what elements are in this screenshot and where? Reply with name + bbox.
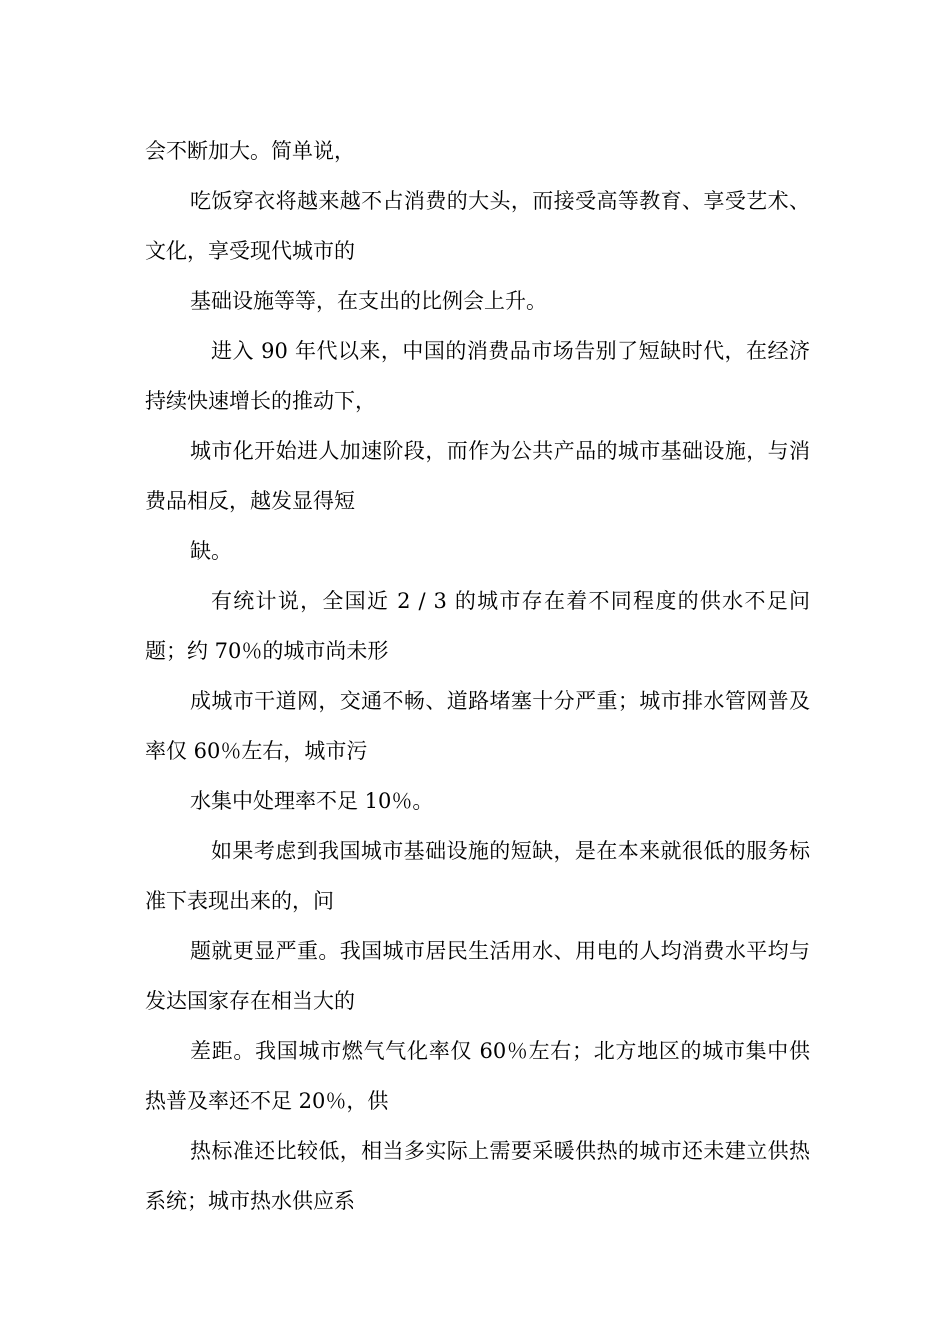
paragraph-13: 热标准还比较低，相当多实际上需要采暖供热的城市还未建立供热系统；城市热水供应系 [145, 1139, 810, 1213]
paragraph-6: 缺。 [190, 539, 232, 563]
paragraph-10: 如果考虑到我国城市基础设施的短缺，是在本来就很低的服务标准下表现出来的，问 [145, 839, 810, 913]
paragraph-4: 进入 90 年代以来，中国的消费品市场告别了短缺时代，在经济持续快速增长的推动下， [145, 339, 810, 413]
paragraph-7: 有统计说，全国近 2 / 3 的城市存在着不同程度的供水不足问题；约 70％的城市尚未形 [145, 589, 810, 663]
paragraph-12: 差距。我国城市燃气气化率仅 60％左右；北方地区的城市集中供热普及率还不足 20％，供 [145, 1039, 810, 1113]
paragraph-9: 水集中处理率不足 10％。 [190, 789, 434, 813]
paragraph-1: 会不断加大。简单说， [145, 139, 355, 163]
paragraph-11: 题就更显严重。我国城市居民生活用水、用电的人均消费水平均与发达国家存在相当大的 [145, 939, 810, 1013]
paragraph-5: 城市化开始进人加速阶段，而作为公共产品的城市基础设施，与消费品相反，越发显得短 [145, 439, 810, 513]
paragraph-8: 成城市干道网，交通不畅、道路堵塞十分严重；城市排水管网普及率仅 60％左右，城市污 [145, 689, 810, 763]
paragraph-3: 基础设施等等，在支出的比例会上升。 [190, 289, 547, 313]
document-body [145, 126, 810, 1226]
paragraph-2: 吃饭穿衣将越来越不占消费的大头，而接受高等教育、享受艺术、文化，享受现代城市的 [145, 189, 810, 263]
